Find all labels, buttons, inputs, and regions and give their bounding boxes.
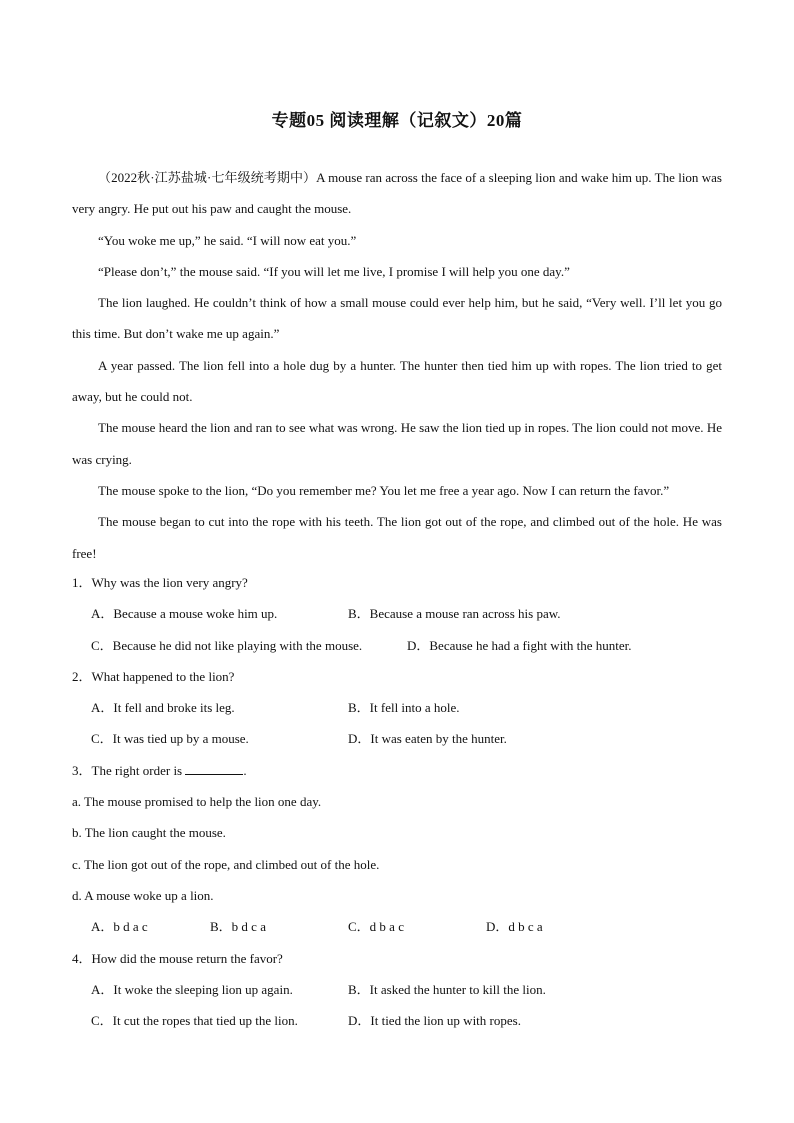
answer-blank [185, 760, 243, 775]
option-c: C．It was tied up by a mouse. [91, 731, 249, 747]
option-row [72, 598, 722, 629]
passage-paragraph: The mouse began to cut into the rope with his teeth. The lion got out of the rope, and climbed out of the hole. He was free! [72, 514, 722, 561]
passage-paragraph: The lion laughed. He couldn’t think of how a small mouse could ever help him, but he said, “Very well. I’ll let you go this time. But don’t wake me up again.” [72, 295, 722, 342]
question-stem: 4．How did the mouse return the favor? [72, 950, 283, 966]
passage-paragraph: The mouse spoke to the lion, “Do you remember me? You let me free a year ago. Now I can return the favor.” [98, 482, 670, 498]
option-b: B．b d c a [210, 919, 266, 935]
option-c: C．d b a c [348, 919, 404, 935]
option-b: B．It asked the hunter to kill the lion. [348, 981, 546, 997]
option-c: C．It cut the ropes that tied up the lion. [91, 1013, 298, 1029]
order-statement: d. A mouse woke up a lion. [72, 887, 214, 903]
source-note: （2022秋·江苏盐城·七年级统考期中） [98, 170, 317, 185]
option-row [72, 1005, 722, 1036]
question-stem: 3．The right order is . [72, 755, 722, 786]
passage-paragraph: （2022秋·江苏盐城·七年级统考期中）A mouse ran across the face of a sleeping lion and wake him up. The lion was very angry. He put out his paw and caught the mouse. [72, 170, 722, 217]
reading-passage [72, 162, 722, 569]
option-d: D．d b c a [486, 919, 543, 935]
order-statement: a. The mouse promised to help the lion one day. [72, 794, 322, 810]
option-d: D．Because he had a fight with the hunter. [407, 637, 632, 653]
option-d: D．It was eaten by the hunter. [348, 731, 507, 747]
option-row [72, 723, 722, 754]
order-statement: b. The lion caught the mouse. [72, 825, 226, 841]
passage-paragraph: “Please don’t,” the mouse said. “If you will let me live, I promise I will help you one day.” [98, 263, 570, 279]
option-b: B．Because a mouse ran across his paw. [348, 606, 561, 622]
passage-paragraph: “You woke me up,” he said. “I will now eat you.” [98, 232, 357, 248]
option-a: A．It fell and broke its leg. [91, 700, 235, 716]
option-a: A．b d a c [91, 919, 148, 935]
question-stem: 2．What happened to the lion? [72, 668, 235, 684]
passage-paragraph: The mouse heard the lion and ran to see what was wrong. He saw the lion tied up in ropes. The lion could not move. He was crying. [72, 420, 722, 467]
option-row [72, 630, 722, 661]
option-a: A．Because a mouse woke him up. [91, 606, 278, 622]
option-b: B．It fell into a hole. [348, 700, 460, 716]
option-row [72, 692, 722, 723]
option-a: A．It woke the sleeping lion up again. [91, 981, 293, 997]
option-row [72, 911, 722, 942]
passage-paragraph: A year passed. The lion fell into a hole dug by a hunter. The hunter then tied him up with ropes. The lion tried to get away, but he could not. [72, 357, 722, 405]
order-statement: c. The lion got out of the rope, and climbed out of the hole. [72, 856, 380, 872]
option-d: D．It tied the lion up with ropes. [348, 1013, 521, 1029]
question-stem: 1．Why was the lion very angry? [72, 575, 248, 590]
option-c: C．Because he did not like playing with the mouse. [91, 637, 363, 653]
question-list [72, 567, 722, 1036]
document-title: 专题05 阅读理解（记叙文）20篇 [271, 111, 523, 130]
option-row [72, 974, 722, 1005]
